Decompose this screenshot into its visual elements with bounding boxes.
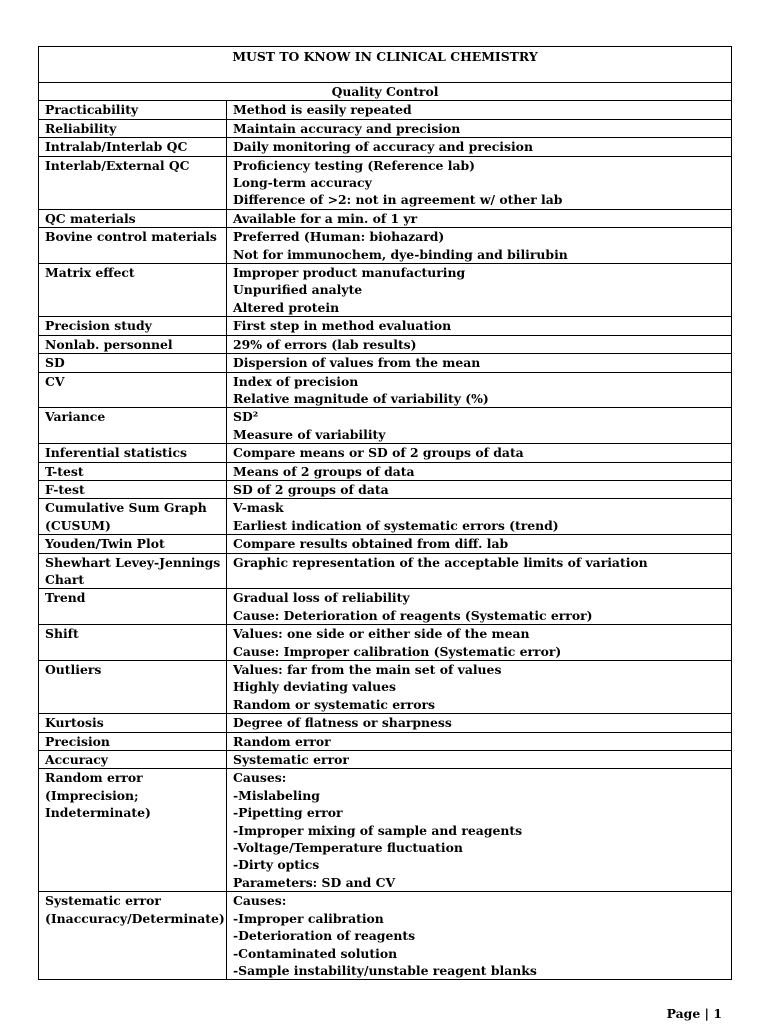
term-cell: [39, 138, 227, 156]
term-text: Chart: [45, 571, 85, 587]
term-cell: [39, 101, 227, 119]
table-row: [39, 589, 732, 625]
table-row: [39, 119, 732, 137]
table-row: [39, 661, 732, 714]
term-text: Interlab/External QC: [45, 157, 190, 173]
table-row: [39, 892, 732, 980]
description-text: -Dirty optics: [233, 857, 320, 873]
term-cell: [39, 499, 227, 535]
description-text: Means of 2 groups of data: [233, 463, 415, 479]
description-text: Maintain accuracy and precision: [233, 120, 461, 136]
description-text: Long-term accuracy: [233, 175, 372, 191]
description-text: Random or systematic errors: [233, 696, 435, 712]
term-text: Practicability: [45, 102, 139, 118]
description-cell: [227, 499, 732, 535]
term-text: (Imprecision;: [45, 787, 139, 803]
description-cell: [227, 335, 732, 353]
description-cell: [227, 138, 732, 156]
term-text: Shewhart Levey-Jennings: [45, 554, 221, 570]
description-text: Random error: [233, 733, 331, 749]
term-cell: [39, 372, 227, 408]
term-text: (CUSUM): [45, 517, 111, 533]
term-cell: [39, 769, 227, 892]
term-text: Cumulative Sum Graph: [45, 500, 207, 516]
description-text: Not for immunochem, dye-binding and bilirubin: [233, 246, 568, 262]
table-row: [39, 769, 732, 892]
description-text: Measure of variability: [233, 426, 386, 442]
document-title: MUST TO KNOW IN CLINICAL CHEMISTRY: [39, 47, 732, 83]
description-cell: [227, 714, 732, 732]
description-text: Values: one side or either side of the mean: [233, 626, 530, 642]
table-row: [39, 372, 732, 408]
description-text: -Mislabeling: [233, 787, 320, 803]
description-text: Cause: Deterioration of reagents (Systematic error): [233, 607, 593, 623]
description-cell: [227, 589, 732, 625]
page-footer: [667, 1006, 722, 1021]
table-row: [39, 101, 732, 119]
description-text: Cause: Improper calibration (Systematic error): [233, 643, 562, 659]
term-text: Kurtosis: [45, 715, 104, 731]
term-text: Matrix effect: [45, 265, 135, 281]
description-cell: [227, 156, 732, 209]
term-text: Precision: [45, 733, 110, 749]
description-cell: [227, 769, 732, 892]
description-text: Systematic error: [233, 752, 349, 768]
description-text: Earliest indication of systematic errors (trend): [233, 517, 559, 533]
description-cell: [227, 444, 732, 462]
table-row: [39, 714, 732, 732]
term-cell: [39, 480, 227, 498]
term-text: CV: [45, 373, 65, 389]
term-text: Intralab/Interlab QC: [45, 139, 188, 155]
term-text: Accuracy: [45, 752, 109, 768]
page-number: 1: [713, 1006, 722, 1021]
description-cell: [227, 372, 732, 408]
term-cell: [39, 264, 227, 317]
term-text: T-test: [45, 463, 84, 479]
description-cell: [227, 892, 732, 980]
description-cell: [227, 209, 732, 227]
description-cell: [227, 480, 732, 498]
table-row: [39, 535, 732, 553]
description-text: -Improper calibration: [233, 910, 384, 926]
description-cell: [227, 354, 732, 372]
table-row: [39, 480, 732, 498]
term-text: Youden/Twin Plot: [45, 536, 165, 552]
description-text: Gradual loss of reliability: [233, 590, 410, 606]
term-cell: [39, 714, 227, 732]
table-row: [39, 138, 732, 156]
description-cell: [227, 119, 732, 137]
description-text: Proficiency testing (Reference lab): [233, 157, 475, 173]
description-text: Method is easily repeated: [233, 102, 412, 118]
table-row: [39, 335, 732, 353]
description-cell: [227, 317, 732, 335]
description-text: SD of 2 groups of data: [233, 481, 389, 497]
term-cell: [39, 535, 227, 553]
term-cell: [39, 625, 227, 661]
term-text: QC materials: [45, 210, 136, 226]
description-text: -Sample instability/unstable reagent blanks: [233, 962, 537, 978]
term-text: Reliability: [45, 120, 117, 136]
term-text: Inferential statistics: [45, 445, 188, 461]
table-row: [39, 553, 732, 589]
term-text: Outliers: [45, 662, 102, 677]
description-text: Index of precision: [233, 373, 359, 389]
description-text: -Contaminated solution: [233, 945, 398, 961]
term-text: Variance: [45, 409, 106, 425]
term-text: F-test: [45, 481, 85, 497]
description-text: V-mask: [233, 500, 284, 516]
table-row: [39, 444, 732, 462]
table-row: [39, 264, 732, 317]
table-row: [39, 354, 732, 372]
description-text: 29% of errors (lab results): [233, 336, 417, 352]
term-text: SD: [45, 355, 65, 371]
description-text: Preferred (Human: biohazard): [233, 229, 445, 245]
description-cell: [227, 553, 732, 589]
term-cell: [39, 444, 227, 462]
description-text: Dispersion of values from the mean: [233, 355, 481, 371]
description-cell: [227, 101, 732, 119]
description-cell: [227, 228, 732, 264]
section-row: [39, 83, 732, 101]
description-text: Relative magnitude of variability (%): [233, 390, 489, 406]
description-text: Improper product manufacturing: [233, 265, 466, 281]
term-text: Nonlab. personnel: [45, 336, 173, 352]
title-row: [39, 47, 732, 83]
term-text: Random error: [45, 770, 143, 786]
term-text: Precision study: [45, 318, 152, 334]
term-text: Systematic error: [45, 893, 161, 909]
description-cell: [227, 732, 732, 750]
term-cell: [39, 408, 227, 444]
description-text: Causes:: [233, 893, 287, 909]
description-text: Available for a min. of 1 yr: [233, 210, 418, 226]
term-cell: [39, 335, 227, 353]
description-text: Altered protein: [233, 299, 340, 315]
qc-table-body: [39, 47, 732, 980]
description-text: Highly deviating values: [233, 679, 397, 695]
table-row: [39, 732, 732, 750]
description-cell: [227, 751, 732, 769]
description-text: -Pipetting error: [233, 805, 343, 821]
term-cell: [39, 354, 227, 372]
term-cell: [39, 732, 227, 750]
description-text: First step in method evaluation: [233, 318, 452, 334]
term-cell: [39, 751, 227, 769]
description-text: SD²: [233, 409, 259, 425]
description-cell: [227, 535, 732, 553]
description-text: Causes:: [233, 770, 287, 786]
table-row: [39, 228, 732, 264]
term-cell: [39, 553, 227, 589]
section-heading: Quality Control: [39, 83, 732, 101]
table-row: [39, 209, 732, 227]
table-row: [39, 625, 732, 661]
table-row: [39, 499, 732, 535]
description-cell: [227, 661, 732, 714]
term-text: Trend: [45, 590, 86, 606]
description-text: Graphic representation of the acceptable limits of variation: [233, 554, 648, 570]
table-row: [39, 408, 732, 444]
term-cell: [39, 317, 227, 335]
description-cell: [227, 264, 732, 317]
table-row: [39, 751, 732, 769]
table-row: [39, 462, 732, 480]
table-row: [39, 156, 732, 209]
term-cell: [39, 892, 227, 980]
description-text: Difference of >2: not in agreement w/ other lab: [233, 192, 563, 208]
description-text: Compare results obtained from diff. lab: [233, 536, 509, 552]
description-text: Compare means or SD of 2 groups of data: [233, 445, 524, 461]
term-text: Bovine control materials: [45, 229, 217, 245]
term-text: Shift: [45, 626, 79, 642]
description-text: Unpurified analyte: [233, 282, 363, 298]
description-text: Degree of flatness or sharpness: [233, 715, 452, 731]
description-text: Values: far from the main set of values: [233, 662, 502, 677]
term-cell: [39, 209, 227, 227]
description-text: -Deterioration of reagents: [233, 928, 416, 944]
term-cell: [39, 119, 227, 137]
description-text: Parameters: SD and CV: [233, 874, 396, 890]
term-text: Indeterminate): [45, 805, 151, 821]
term-text: (Inaccuracy/Determinate): [45, 910, 225, 926]
description-cell: [227, 462, 732, 480]
term-cell: [39, 462, 227, 480]
description-text: Daily monitoring of accuracy and precision: [233, 139, 533, 155]
description-text: -Voltage/Temperature fluctuation: [233, 840, 463, 856]
description-text: -Improper mixing of sample and reagents: [233, 822, 523, 838]
table-row: [39, 317, 732, 335]
description-cell: [227, 408, 732, 444]
term-cell: [39, 661, 227, 714]
qc-table: [38, 46, 732, 980]
term-cell: [39, 589, 227, 625]
page-label: Page |: [666, 1006, 710, 1021]
description-cell: [227, 625, 732, 661]
term-cell: [39, 156, 227, 209]
term-cell: [39, 228, 227, 264]
